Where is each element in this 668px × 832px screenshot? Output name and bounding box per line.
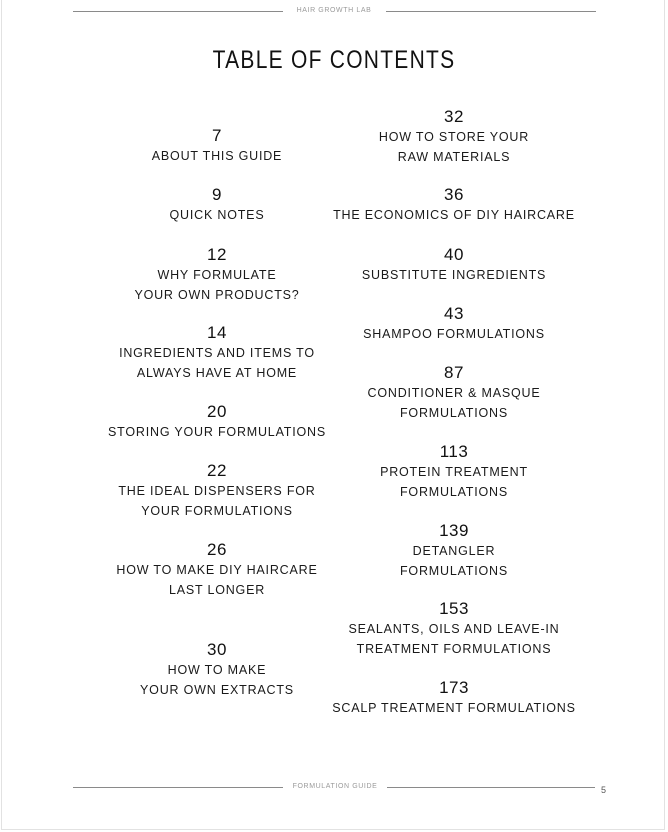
toc-entry-label: HOW TO MAKE DIY HAIRCARE LAST LONGER — [116, 563, 318, 597]
toc-page-number: 40 — [444, 245, 464, 264]
toc-page-number: 153 — [439, 599, 469, 618]
toc-entry-label: THE IDEAL DISPENSERS FOR YOUR FORMULATIONS — [118, 484, 316, 518]
footer-rule-left — [73, 787, 283, 788]
toc-entry-label: HOW TO STORE YOUR RAW MATERIALS — [378, 130, 530, 164]
toc-page-number: 14 — [207, 323, 227, 342]
toc-entry-label: WHY FORMULATE YOUR OWN PRODUCTS? — [134, 268, 300, 302]
toc-page-number: 113 — [439, 442, 469, 461]
toc-page-number: 173 — [439, 678, 469, 697]
toc-entry-label: HOW TO MAKE YOUR OWN EXTRACTS — [140, 663, 294, 697]
toc-entry-label: SEALANTS, OILS AND LEAVE-IN TREATMENT FORMULATIONS — [348, 622, 560, 656]
toc-page-number: 30 — [207, 640, 227, 659]
toc-entry-right-9[interactable] — [314, 678, 594, 718]
toc-entry-label: PROTEIN TREATMENT FORMULATIONS — [380, 465, 528, 499]
toc-entry-right-1[interactable] — [314, 107, 594, 167]
footer-label: FORMULATION GUIDE — [292, 783, 378, 790]
toc-entry-label: THE ECONOMICS OF DIY HAIRCARE — [333, 208, 575, 222]
page-title: TABLE OF CONTENTS — [212, 46, 456, 74]
toc-entry-label: INGREDIENTS AND ITEMS TO ALWAYS HAVE AT HOME — [119, 346, 315, 380]
header-rule-right — [386, 11, 596, 12]
toc-entry-label: SHAMPOO FORMULATIONS — [363, 327, 545, 341]
header-rule-left — [73, 11, 283, 12]
toc-entry-label: SCALP TREATMENT FORMULATIONS — [332, 701, 576, 715]
toc-page-number: 22 — [207, 461, 227, 480]
toc-entry-right-6[interactable] — [314, 442, 594, 502]
page-number: 5 — [601, 785, 607, 795]
toc-page-number: 32 — [444, 107, 464, 126]
toc-entry-label: ABOUT THIS GUIDE — [151, 149, 283, 163]
toc-page-number: 20 — [207, 402, 227, 421]
toc-page-number: 139 — [439, 521, 469, 540]
toc-entry-right-8[interactable] — [314, 599, 594, 659]
toc-entry-label: DETANGLER FORMULATIONS — [400, 544, 508, 578]
toc-page-number: 12 — [207, 245, 227, 264]
toc-entry-right-7[interactable] — [314, 521, 594, 581]
toc-page-number: 9 — [212, 185, 222, 204]
toc-page-number: 43 — [444, 304, 464, 323]
toc-entry-right-3[interactable] — [314, 245, 594, 285]
toc-page-number: 36 — [444, 185, 464, 204]
toc-entry-right-4[interactable] — [314, 304, 594, 344]
toc-page-number: 7 — [212, 126, 222, 145]
toc-entry-label: QUICK NOTES — [169, 208, 265, 222]
toc-page-number: 26 — [207, 540, 227, 559]
toc-entry-label: SUBSTITUTE INGREDIENTS — [361, 268, 547, 282]
footer-rule-right — [387, 787, 595, 788]
toc-entry-label: STORING YOUR FORMULATIONS — [108, 425, 326, 439]
toc-entry-label: CONDITIONER & MASQUE FORMULATIONS — [367, 386, 541, 420]
toc-page-number: 87 — [444, 363, 464, 382]
toc-entry-right-2[interactable] — [314, 185, 594, 225]
toc-entry-right-5[interactable] — [314, 363, 594, 423]
header-brand: HAIR GROWTH LAB — [296, 7, 372, 14]
